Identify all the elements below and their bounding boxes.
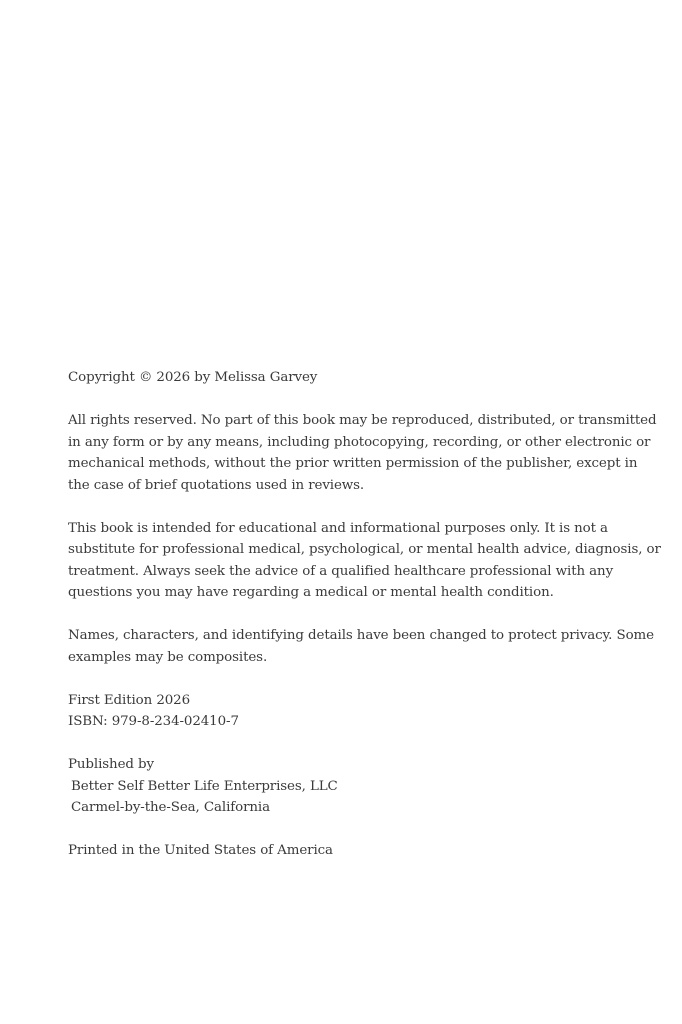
printed-line: Printed in the United States of America xyxy=(68,843,333,858)
copyright-block xyxy=(68,367,661,883)
rights-line: mechanical methods, without the prior written permission of the publisher, except in xyxy=(68,456,638,471)
disclaimer-line: substitute for professional medical, psychological, or mental health advice, diagnosis, or xyxy=(68,542,661,557)
rights-line: All rights reserved. No part of this book may be reproduced, distributed, or transmitted xyxy=(68,413,657,428)
copyright-notice xyxy=(68,367,614,389)
disclaimer-paragraph xyxy=(68,518,661,604)
privacy-paragraph xyxy=(68,625,654,668)
disclaimer-line: treatment. Always seek the advice of a qualified healthcare professional with any xyxy=(68,563,614,579)
privacy-line: examples may be composites. xyxy=(68,649,268,665)
rights-line: in any form or by any means, including photocopying, recording, or other electronic or xyxy=(68,434,651,450)
disclaimer-line: This book is intended for educational and informational purposes only. It is not a xyxy=(68,520,608,536)
publisher-paragraph xyxy=(68,754,614,819)
printed-paragraph xyxy=(68,840,614,862)
publisher-name: Better Self Better Life Enterprises, LLC xyxy=(71,778,338,794)
isbn-line: ISBN: 979-8-234-02410-7 xyxy=(68,714,239,729)
rights-line: the case of brief quotations used in reviews. xyxy=(68,477,365,493)
publisher-label: Published by xyxy=(68,757,154,772)
publisher-location: Carmel-by-the-Sea, California xyxy=(71,800,270,815)
rights-paragraph xyxy=(68,410,657,496)
privacy-line: Names, characters, and identifying details have been changed to protect privacy. Some xyxy=(68,628,654,643)
copyright-notice-line: Copyright © 2026 by Melissa Garvey xyxy=(68,370,318,385)
edition-paragraph xyxy=(68,690,614,733)
edition-line: First Edition 2026 xyxy=(68,692,190,708)
disclaimer-line: questions you may have regarding a medical or mental health condition. xyxy=(68,585,554,600)
